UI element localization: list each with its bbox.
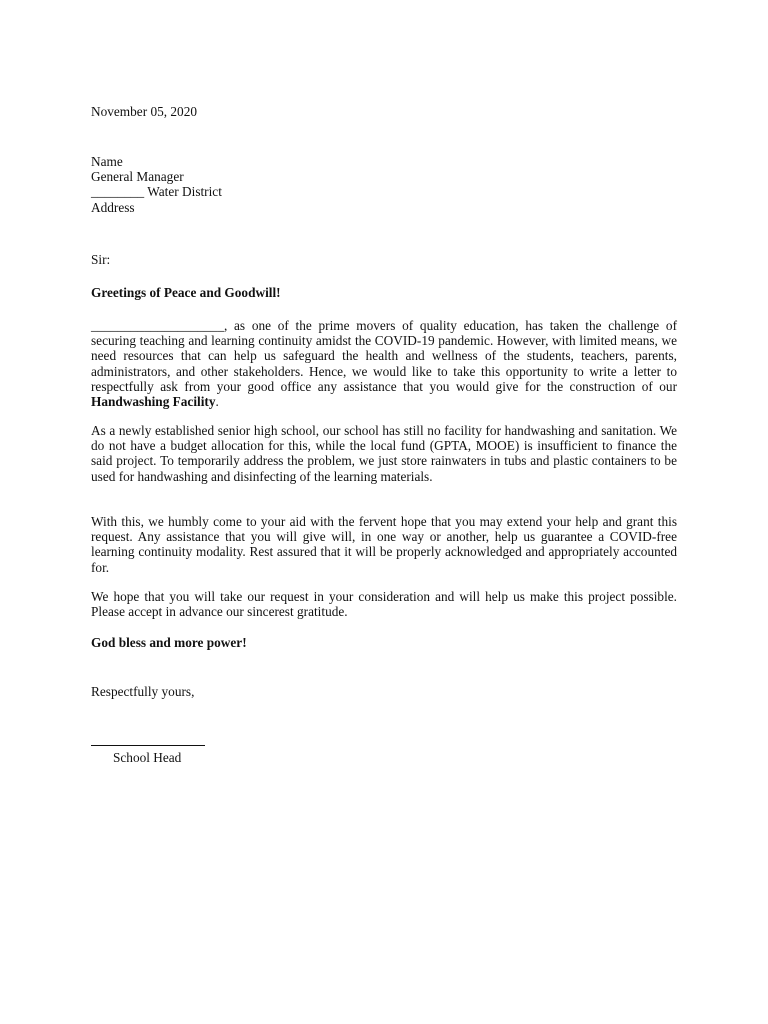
body-paragraph-4: We hope that you will take our request in your consideration and will help us make this project possible. Please accept in advance our sincerest gratitude. xyxy=(91,589,677,620)
body-paragraph-3: With this, we humbly come to your aid with the fervent hope that you may extend your help and grant this request. Any assistance that you will give will, in one way or another, help us guarantee a COVID-free learning continuity modality. Rest assured that it will be properly acknowledged and appropriately accounted for. xyxy=(91,514,677,575)
salutation: Sir: xyxy=(91,252,111,267)
p1-text: , as one of the prime movers of quality education, has taken the challenge of securing teaching and learning continuity amidst the COVID-19 pandemic. However, with limited means, we need resources that can help us safeguard the health and wellness of the students, teachers, parents, administrators, and other stakeholders. Hence, we would like to take this opportunity to write a letter to respectfully ask from your good office any assistance that you would give for the construction of our xyxy=(91,318,677,394)
recipient-title: General Manager xyxy=(91,169,184,185)
recipient-org-blank: ________ xyxy=(91,184,145,200)
recipient-org xyxy=(91,184,677,199)
recipient-name: Name xyxy=(91,154,123,169)
letter-date: November 05, 2020 xyxy=(91,104,197,119)
signatory-title: School Head xyxy=(113,750,182,765)
closing: Respectfully yours, xyxy=(91,684,195,699)
school-name-blank: ____________________ xyxy=(91,318,224,333)
recipient-address: Address xyxy=(91,199,135,215)
p1-end: . xyxy=(215,394,219,410)
recipient-org-name: Water District xyxy=(147,184,222,200)
greeting: Greetings of Peace and Goodwill! xyxy=(91,285,281,300)
body-paragraph-2: As a newly established senior high school, our school has still no facility for handwashing and sanitation. We do not have a budget allocation for this, while the local fund (GPTA, MOOE) is insufficient to finance the said project. To temporarily address the problem, we just store rainwaters in tubs and plastic containers to be used for handwashing and disinfecting of the learning materials. xyxy=(91,423,677,484)
p1-emphasis: Handwashing Facility xyxy=(91,394,216,410)
signature-line xyxy=(91,745,205,746)
blessing: God bless and more power! xyxy=(91,635,247,650)
recipient-block xyxy=(91,154,677,215)
body-paragraph-1 xyxy=(91,318,677,409)
